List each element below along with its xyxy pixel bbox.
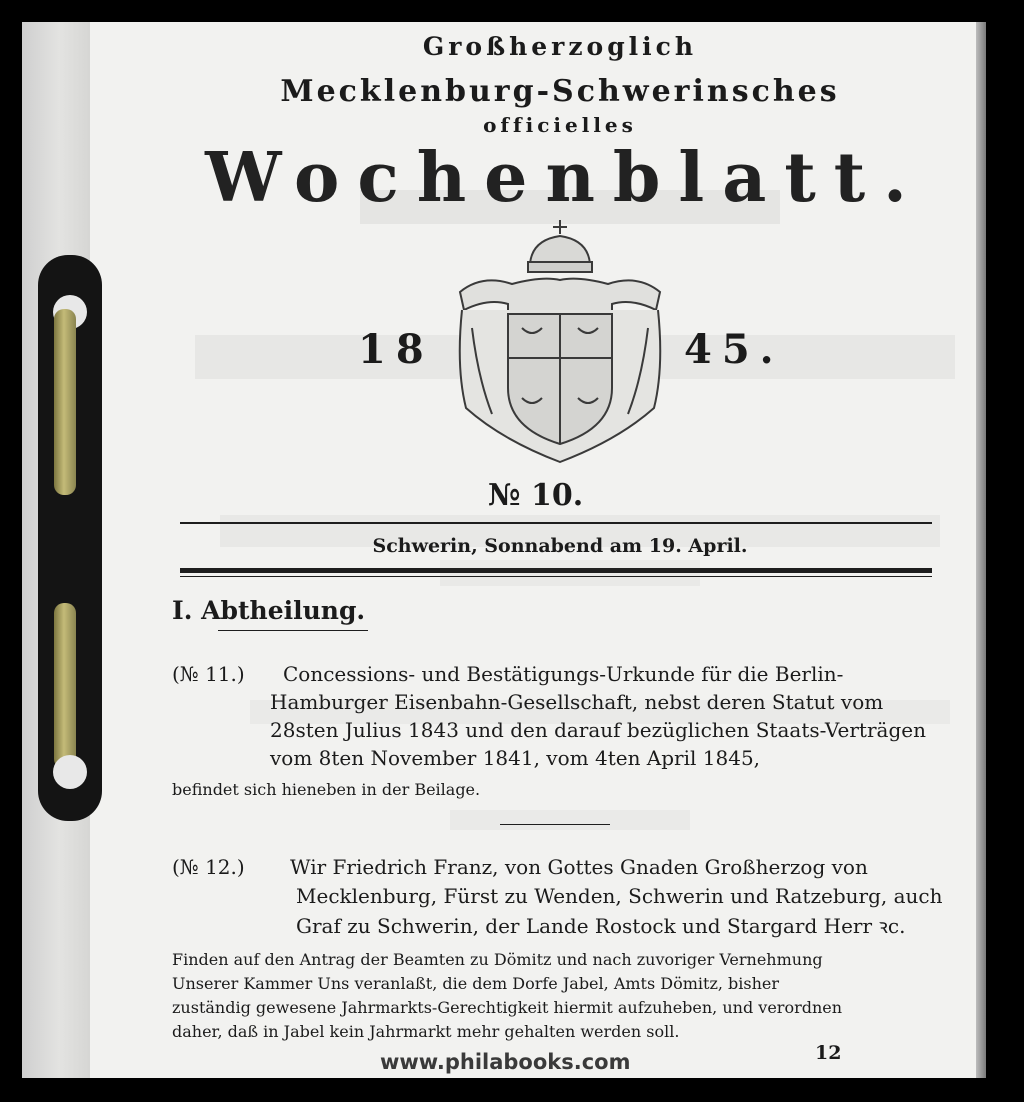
binder-clip bbox=[38, 255, 102, 821]
paragraph-line-3: zuständig gewesene Jahrmarkts-Gerechtigkeit hiermit aufzuheben, und verordnen bbox=[172, 998, 843, 1017]
rule-top bbox=[180, 522, 932, 524]
entry-12-line-3: Graf zu Schwerin, der Lande Rostock und Stargard Herr ꝛc. bbox=[296, 914, 906, 938]
clip-prong-top bbox=[54, 309, 76, 495]
section-heading: I. Abtheilung. bbox=[172, 596, 366, 625]
page-number: 12 bbox=[815, 1042, 842, 1064]
coat-of-arms-icon bbox=[452, 218, 668, 466]
entry-11-line-3: 28sten Julius 1843 und den darauf bezüglichen Staats-Verträgen bbox=[270, 718, 926, 742]
entry-11-line-2: Hamburger Eisenbahn-Gesellschaft, nebst deren Statut vom bbox=[270, 690, 884, 714]
dateline: Schwerin, Sonnabend am 19. April. bbox=[372, 535, 748, 557]
year-left: 18 bbox=[358, 326, 434, 373]
paragraph-line-1: Finden auf den Antrag der Beamten zu Dömitz und nach zuvoriger Vernehmung bbox=[172, 950, 823, 969]
entry-12-line-2: Mecklenburg, Fürst zu Wenden, Schwerin und Ratzeburg, auch bbox=[296, 884, 943, 908]
year-right: 45. bbox=[684, 326, 784, 373]
rule-bottom-thin bbox=[180, 576, 932, 577]
entry-11-number: (№ 11.) bbox=[172, 662, 245, 686]
masthead-line-1: Großherzoglich bbox=[422, 32, 698, 61]
clip-hole-bottom bbox=[53, 755, 87, 789]
entry-11-tail: befindet sich hieneben in der Beilage. bbox=[172, 780, 481, 799]
entry-separator bbox=[500, 824, 610, 825]
masthead-title: Wochenblatt. bbox=[205, 138, 925, 218]
entry-12-number: (№ 12.) bbox=[172, 855, 245, 879]
issue-number: № 10. bbox=[488, 478, 584, 513]
paragraph-line-4: daher, daß in Jabel kein Jahrmarkt mehr gehalten werden soll. bbox=[172, 1022, 680, 1041]
section-underline bbox=[218, 630, 368, 631]
masthead-line-2: Mecklenburg-Schwerinsches bbox=[280, 74, 840, 109]
page-edge-shadow bbox=[976, 22, 986, 1078]
masthead-line-3: officielles bbox=[483, 113, 637, 137]
entry-11-line-1: Concessions- und Bestätigungs-Urkunde für die Berlin- bbox=[283, 662, 844, 686]
entry-12-line-1: Wir Friedrich Franz, von Gottes Gnaden Großherzog von bbox=[290, 855, 868, 879]
entry-11-line-4: vom 8ten November 1841, vom 4ten April 1845, bbox=[270, 746, 761, 770]
watermark: www.philabooks.com bbox=[380, 1050, 631, 1074]
clip-prong-bottom bbox=[54, 603, 76, 769]
rule-bottom-thick bbox=[180, 568, 932, 573]
paragraph-line-2: Unserer Kammer Uns veranlaßt, die dem Dorfe Jabel, Amts Dömitz, bisher bbox=[172, 974, 780, 993]
